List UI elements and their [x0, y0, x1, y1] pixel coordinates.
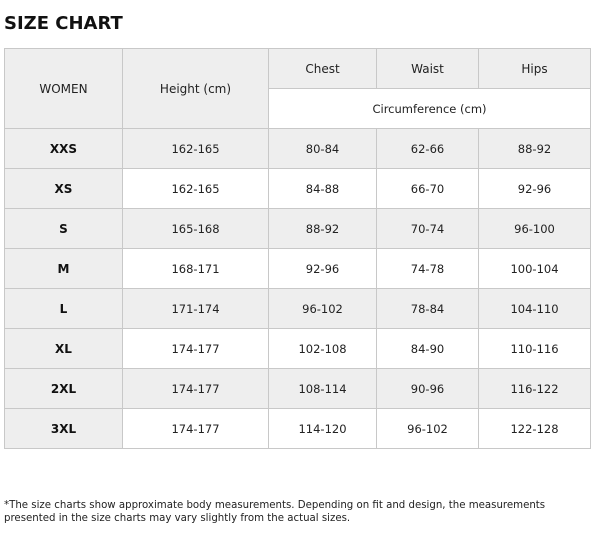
footnote: *The size charts show approximate body measurements. Depending on fit and design, the measurements presented in the size charts may vary slightly from the actual sizes. — [4, 500, 546, 524]
table-row — [5, 169, 591, 209]
cell-chest: 80-84 — [269, 129, 377, 169]
cell-size: XL — [5, 329, 123, 369]
cell-size: XXS — [5, 129, 123, 169]
cell-size: 2XL — [5, 369, 123, 409]
size-chart-table — [4, 48, 591, 449]
cell-hips: 96-100 — [479, 209, 591, 249]
table-row — [5, 409, 591, 449]
cell-chest: 88-92 — [269, 209, 377, 249]
cell-waist: 70-74 — [377, 209, 479, 249]
cell-height: 174-177 — [123, 409, 269, 449]
cell-waist: 74-78 — [377, 249, 479, 289]
cell-size: XS — [5, 169, 123, 209]
cell-chest: 96-102 — [269, 289, 377, 329]
cell-hips: 92-96 — [479, 169, 591, 209]
cell-hips: 110-116 — [479, 329, 591, 369]
table-row — [5, 209, 591, 249]
cell-chest: 102-108 — [269, 329, 377, 369]
cell-waist: 78-84 — [377, 289, 479, 329]
cell-chest: 114-120 — [269, 409, 377, 449]
cell-size: S — [5, 209, 123, 249]
cell-chest: 108-114 — [269, 369, 377, 409]
header-height: Height (cm) — [123, 49, 269, 129]
cell-hips: 122-128 — [479, 409, 591, 449]
header-row-top — [5, 49, 591, 89]
header-women: WOMEN — [5, 49, 123, 129]
cell-waist: 90-96 — [377, 369, 479, 409]
header-hips: Hips — [479, 49, 591, 89]
cell-height: 165-168 — [123, 209, 269, 249]
header-chest: Chest — [269, 49, 377, 89]
table-row — [5, 289, 591, 329]
cell-waist: 66-70 — [377, 169, 479, 209]
cell-height: 162-165 — [123, 169, 269, 209]
table-row — [5, 249, 591, 289]
cell-height: 174-177 — [123, 329, 269, 369]
cell-waist: 62-66 — [377, 129, 479, 169]
table-row — [5, 129, 591, 169]
cell-hips: 88-92 — [479, 129, 591, 169]
cell-size: L — [5, 289, 123, 329]
cell-hips: 100-104 — [479, 249, 591, 289]
header-waist: Waist — [377, 49, 479, 89]
table-row — [5, 369, 591, 409]
cell-hips: 116-122 — [479, 369, 591, 409]
page-title: SIZE CHART — [4, 13, 123, 34]
cell-chest: 92-96 — [269, 249, 377, 289]
cell-height: 162-165 — [123, 129, 269, 169]
table-row — [5, 329, 591, 369]
cell-height: 168-171 — [123, 249, 269, 289]
cell-height: 171-174 — [123, 289, 269, 329]
cell-waist: 96-102 — [377, 409, 479, 449]
size-chart-body — [5, 49, 591, 449]
cell-height: 174-177 — [123, 369, 269, 409]
cell-waist: 84-90 — [377, 329, 479, 369]
cell-chest: 84-88 — [269, 169, 377, 209]
header-circumference: Circumference (cm) — [269, 89, 591, 129]
cell-size: 3XL — [5, 409, 123, 449]
cell-size: M — [5, 249, 123, 289]
cell-hips: 104-110 — [479, 289, 591, 329]
